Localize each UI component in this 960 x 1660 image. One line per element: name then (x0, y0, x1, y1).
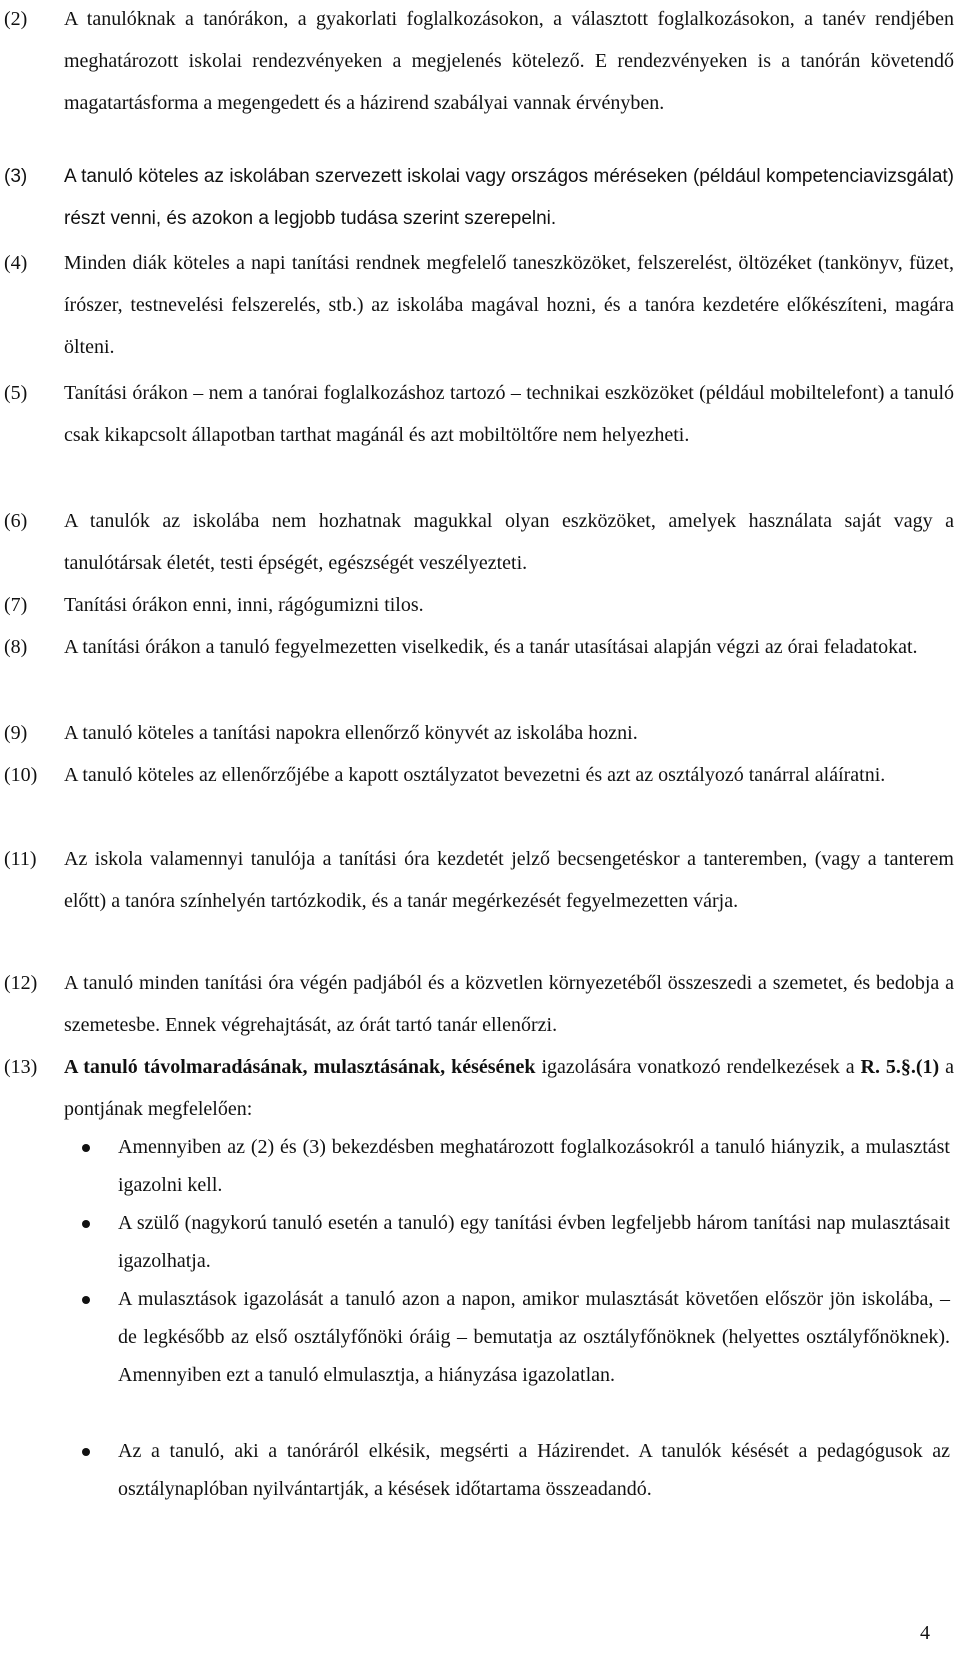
paragraph-text: Az iskola valamennyi tanulója a tanítási óra kezdetét jelző becsengetéskor a tanteremben, (vagy a tanterem előtt) a tanóra színhelyén tartózkodik, és a tanár megérkezését fegyelmezetten várja. (64, 848, 954, 912)
paragraph-11 (4, 838, 954, 922)
paragraph-10 (4, 754, 954, 796)
paragraph-number: (2) (4, 8, 28, 30)
paragraph-6 (4, 500, 954, 584)
paragraph-8 (4, 626, 954, 668)
bullet-icon (82, 1144, 90, 1152)
paragraph-text (64, 1046, 954, 1130)
list-item (0, 1280, 950, 1394)
list-item-text: A szülő (nagykorú tanuló esetén a tanuló) egy tanítási évben legfeljebb három tanítási nap mulasztásait igazolhatja. (118, 1212, 950, 1272)
paragraph-text: A tanulók az iskolába nem hozhatnak magukkal olyan eszközöket, amelyek használata saját vagy a tanulótársak életét, testi épségét, egészségét veszélyezteti. (64, 510, 954, 574)
paragraph-5 (4, 372, 954, 456)
bold-heading: A tanuló távolmaradásának, mulasztásának, késésének (64, 1056, 536, 1078)
text-segment: igazolására vonatkozó rendelkezések a (535, 1056, 861, 1078)
list-item-text: Amennyiben az (2) és (3) bekezdésben meghatározott foglalkozásokról a tanuló hiányzik, a mulasztást igazolni kell. (118, 1136, 950, 1196)
paragraph-3 (4, 156, 954, 240)
paragraph-number: (9) (4, 722, 28, 744)
paragraph-9 (4, 712, 954, 754)
bold-reference: R. 5.§.(1) (860, 1056, 940, 1078)
paragraph-text: A tanuló köteles az ellenőrzőjébe a kapott osztályzatot bevezetni és azt az osztályozó tanárral aláíratni. (64, 764, 886, 786)
paragraph-number: (8) (4, 636, 28, 658)
paragraph-number: (3) (4, 166, 28, 187)
paragraph-number: (12) (4, 972, 38, 994)
paragraph-4 (4, 242, 954, 368)
paragraph-number: (6) (4, 510, 28, 532)
list-item (0, 1432, 950, 1508)
paragraph-text: Tanítási órákon enni, inni, rágógumizni tilos. (64, 594, 424, 616)
paragraph-12 (4, 962, 954, 1046)
paragraph-text: A tanuló köteles a tanítási napokra ellenőrző könyvét az iskolába hozni. (64, 722, 638, 744)
paragraph-text: A tanulóknak a tanórákon, a gyakorlati foglalkozásokon, a választott foglalkozásokon, a tanév rendjében meghatározott iskolai rendezvényeken a megjelenés kötelező. E rendezvényeken is a tanórán követendő magatartásforma a megengedett és a házirend szabályai vannak érvényben. (64, 8, 954, 114)
list-item-text: Az a tanuló, aki a tanóráról elkésik, megsérti a Házirendet. A tanulók késését a pedagógusok az osztálynaplóban nyilvántartják, a késések időtartama összeadandó. (118, 1440, 950, 1500)
paragraph-text: A tanítási órákon a tanuló fegyelmezetten viselkedik, és a tanár utasításai alapján végzi az órai feladatokat. (64, 636, 918, 658)
paragraph-13 (4, 1046, 954, 1130)
page-number: 4 (920, 1622, 930, 1644)
bullet-icon (82, 1220, 90, 1228)
paragraph-number: (10) (4, 764, 38, 786)
paragraph-7 (4, 584, 954, 626)
paragraph-number: (11) (4, 848, 37, 870)
paragraph-text: A tanuló minden tanítási óra végén padjából és a közvetlen környezetéből összeszedi a szemetet, és bedobja a szemetesbe. Ennek végrehajtását, az órát tartó tanár ellenőrzi. (64, 972, 954, 1036)
paragraph-2 (4, 0, 954, 124)
paragraph-number: (5) (4, 382, 28, 404)
text-segment: a pontjának megfelelően: (64, 1056, 955, 1120)
paragraph-text: Tanítási órákon – nem a tanórai foglalkozáshoz tartozó – technikai eszközöket (például mobiltelefont) a tanuló csak kikapcsolt állapotban tarthat magánál és azt mobiltöltőre nem helyezheti. (64, 382, 954, 446)
list-item (0, 1128, 950, 1204)
paragraph-text: Minden diák köteles a napi tanítási rendnek megfelelő taneszközöket, felszerelést, öltözéket (tankönyv, füzet, írószer, testnevelési felszerelés, stb.) az iskolába magával hozni, és a tanóra kezdetére előkészíteni, magára ölteni. (64, 252, 954, 358)
paragraph-text: A tanuló köteles az iskolában szervezett iskolai vagy országos méréseken (például kompetenciavizsgálat) részt venni, és azokon a legjobb tudása szerint szerepelni. (64, 166, 954, 229)
paragraph-number: (4) (4, 252, 28, 274)
paragraph-number: (13) (4, 1056, 38, 1078)
bullet-icon (82, 1296, 90, 1304)
paragraph-number: (7) (4, 594, 28, 616)
list-item-text: A mulasztások igazolását a tanuló azon a napon, amikor mulasztását követően először jön iskolába, – de legkésőbb az első osztályfőnöki óráig – bemutatja az osztályfőnöknek (helyettes osztályfőnöknek). Amennyiben ezt a tanuló elmulasztja, a hiányzása igazolatlan. (118, 1288, 950, 1386)
list-item (0, 1204, 950, 1280)
bullet-icon (82, 1448, 90, 1456)
